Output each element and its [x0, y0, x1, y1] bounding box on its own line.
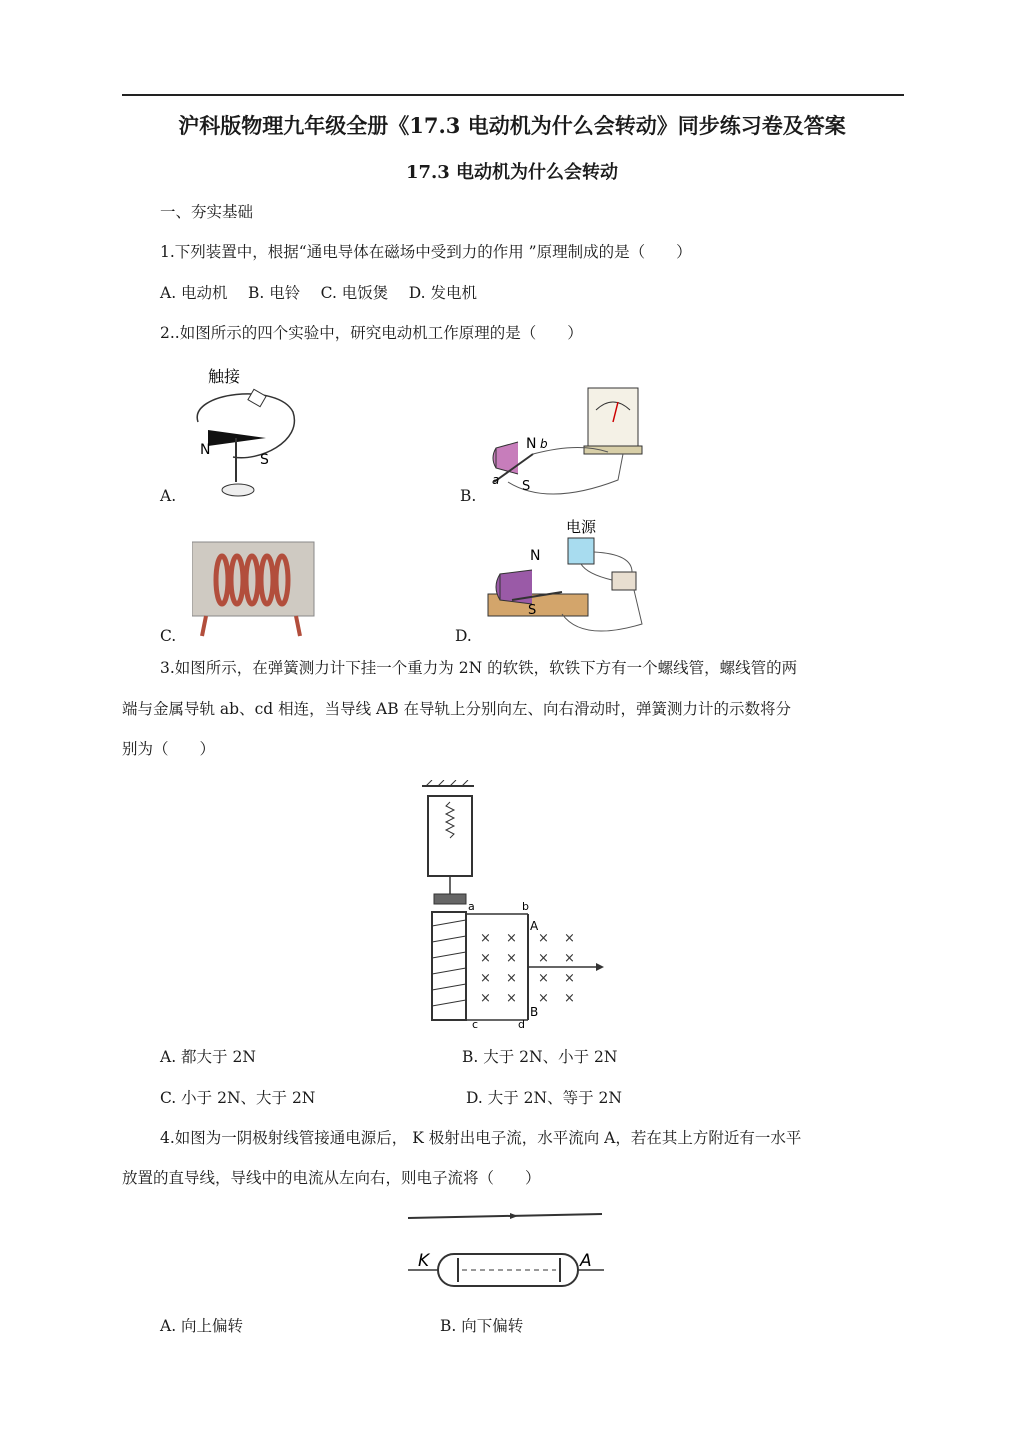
fig-c-leg-left — [202, 616, 206, 636]
section-heading: 一、夯实基础 — [160, 203, 254, 221]
q2-label-c: C. — [160, 627, 177, 645]
q4-label-k: K — [418, 1251, 430, 1271]
q3-figure — [410, 780, 610, 1030]
q2-figure-d — [482, 514, 652, 644]
fig-d-label-n: N — [530, 548, 541, 564]
q3-label-B: B — [530, 1005, 539, 1019]
q3-label-c: c — [472, 1018, 479, 1030]
fig-a-label-touch: 触接 — [208, 367, 241, 386]
q2-figure-b — [488, 382, 648, 498]
q4-stem-line2: 放置的直导线，导线中的电流从左向右，则电子流将（ ） — [122, 1169, 541, 1187]
fig-a-battery — [248, 389, 266, 406]
q3-stem-line3: 别为（ ） — [122, 740, 216, 758]
q4-option-a: A. 向上偏转 — [160, 1317, 244, 1335]
q3-option-d: D. 大于 2N、等于 2N — [466, 1089, 622, 1107]
header-rule — [122, 94, 904, 96]
q1-stem: 1.下列装置中，根据“通电导体在磁场中受到力的作用 ”原理制成的是（ ） — [160, 243, 692, 261]
fig-b-gauge-base — [584, 446, 642, 454]
svg-text:×: × — [538, 991, 549, 1006]
fig-b-magnet — [493, 442, 518, 474]
svg-text:×: × — [506, 971, 517, 986]
svg-text:×: × — [506, 991, 517, 1006]
q4-wire — [408, 1214, 602, 1218]
fig-b-label-s: S — [522, 479, 531, 494]
q4-label-a: A — [580, 1251, 592, 1271]
fig-a-label-n: N — [200, 442, 211, 458]
svg-text:×: × — [538, 931, 549, 946]
q4-figure — [404, 1206, 608, 1292]
svg-text:×: × — [480, 991, 491, 1006]
q3-label-b: b — [522, 900, 529, 913]
fig-a-base — [222, 484, 254, 496]
fig-c-leg-right — [296, 616, 300, 636]
q2-figure-a — [188, 362, 308, 502]
fig-d-label-power: 电源 — [566, 518, 597, 536]
page-subtitle: 17.3 电动机为什么会转动 — [405, 162, 619, 183]
fig-b-label-b: b — [540, 437, 548, 451]
q4-wire-arrow — [510, 1213, 518, 1219]
fig-d-label-s: S — [528, 603, 537, 618]
q3-stem-line1: 3.如图所示，在弹簧测力计下挂一个重力为 2N 的软铁，软铁下方有一个螺线管，螺线管的两 — [160, 659, 798, 677]
q2-stem: 2..如图所示的四个实验中，研究电动机工作原理的是（ ） — [160, 324, 583, 342]
svg-text:×: × — [564, 971, 575, 986]
svg-text:×: × — [506, 931, 517, 946]
svg-text:×: × — [538, 951, 549, 966]
q3-option-a: A. 都大于 2N — [160, 1048, 256, 1066]
page-title: 沪科版物理九年级全册《17.3 电动机为什么会转动》同步练习卷及答案 — [178, 113, 846, 138]
svg-text:×: × — [480, 971, 491, 986]
q2-label-d: D. — [455, 627, 472, 645]
q1-options: A. 电动机 B. 电铃 C. 电饭煲 D. 发电机 — [160, 284, 477, 302]
q3-option-b: B. 大于 2N、小于 2N — [462, 1048, 618, 1066]
q3-label-A: A — [530, 919, 539, 933]
svg-text:×: × — [480, 951, 491, 966]
q3-ceiling — [422, 780, 474, 786]
svg-text:×: × — [564, 951, 575, 966]
q3-label-a: a — [468, 900, 475, 913]
svg-text:×: × — [480, 931, 491, 946]
svg-text:×: × — [564, 931, 575, 946]
fig-a-wire — [197, 394, 294, 458]
q3-arrow-head — [596, 963, 604, 971]
fig-b-label-n: N — [526, 436, 537, 452]
svg-text:×: × — [564, 991, 575, 1006]
svg-text:×: × — [506, 951, 517, 966]
q4-option-b: B. 向下偏转 — [440, 1317, 524, 1335]
svg-text:×: × — [538, 971, 549, 986]
fig-d-switch — [612, 572, 636, 590]
fig-a-label-s: S — [260, 452, 269, 468]
q4-stem-line1: 4.如图为一阴极射线管接通电源后， K 极射出电子流，水平流向 A，若在其上方附近有一水平 — [160, 1129, 802, 1147]
q3-solenoid — [432, 912, 466, 1020]
q2-label-b: B. — [460, 487, 477, 505]
q3-soft-iron — [434, 894, 466, 904]
q2-label-a: A. — [160, 487, 177, 505]
q3-stem-line2: 端与金属导轨 ab、cd 相连，当导线 AB 在导轨上分别向左、向右滑动时，弹簧测力计的示数将分 — [122, 700, 792, 718]
q3-label-d: d — [518, 1018, 525, 1030]
fig-b-galvanometer — [588, 388, 638, 446]
fig-b-label-a: a — [492, 473, 500, 487]
fig-d-power-box — [568, 538, 594, 564]
q2-figure-c — [192, 540, 316, 638]
q3-option-c: C. 小于 2N、大于 2N — [160, 1089, 316, 1107]
